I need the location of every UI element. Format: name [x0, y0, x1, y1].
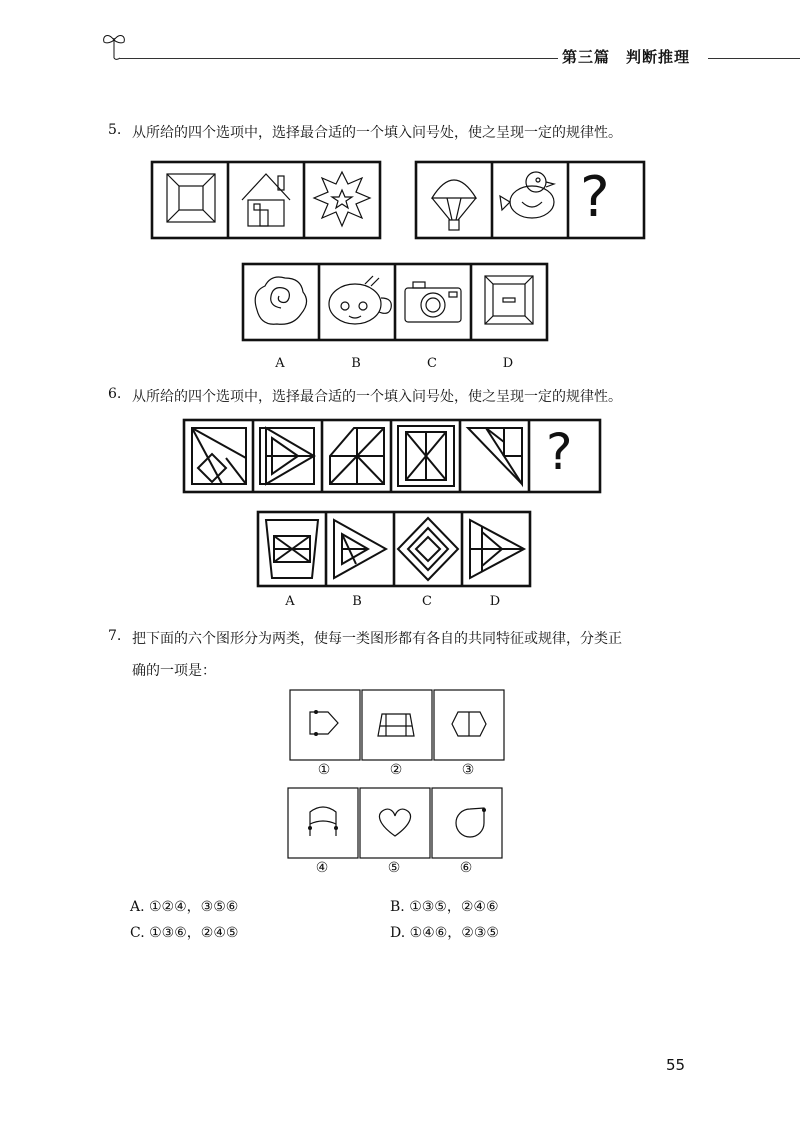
q7-figure-label-1: ①	[317, 762, 331, 778]
q5-fig-house	[242, 174, 290, 226]
q6-options-row	[256, 510, 534, 588]
q6-text: 从所给的四个选项中，选择最合适的一个填入问号处，使之呈现一定的规律性。	[132, 389, 622, 405]
q6-question-row	[182, 418, 604, 494]
leaf-icon	[100, 28, 130, 62]
q7-answer-c[interactable]: C. ①③⑥，②④⑤	[130, 925, 239, 941]
q5-option-square-dash	[485, 276, 533, 324]
header-rule-left	[120, 58, 558, 59]
q6-option-label-c: C	[422, 594, 432, 609]
q7-figures-top	[290, 690, 506, 762]
q5-option-label-c: C	[427, 356, 437, 371]
q5-option-camera	[405, 282, 461, 322]
q7-figure-4	[308, 807, 338, 836]
page-number: 55	[666, 1056, 686, 1074]
q5-number: 5.	[108, 122, 122, 138]
q6-option-label-a: A	[285, 594, 295, 609]
q7-figure-label-4: ④	[315, 860, 329, 876]
q5-fig-parachute	[432, 180, 476, 230]
q7-figure-6	[456, 808, 486, 837]
q6-option-label-b: B	[352, 594, 362, 609]
q5-options-row	[241, 262, 551, 342]
q7-text-line1: 把下面的六个图形分为两类，使每一类图形都有各自的共同特征或规律，分类正	[132, 631, 622, 647]
q5-option-label-d: D	[502, 356, 514, 371]
q5-fig-starburst	[314, 172, 370, 226]
q7-text-line2: 确的一项是：	[132, 663, 216, 679]
q5-option-cup	[329, 276, 391, 324]
q5-fig-nested-squares	[167, 174, 215, 222]
q5-question-mark: ?	[580, 165, 610, 230]
q5-text: 从所给的四个选项中，选择最合适的一个填入问号处，使之呈现一定的规律性。	[132, 125, 622, 141]
q5-option-label-a: A	[275, 356, 285, 371]
q7-figure-label-5: ⑤	[387, 860, 401, 876]
header-rule-right	[708, 58, 800, 59]
q7-figure-2	[378, 714, 414, 736]
q5-option-rose	[255, 277, 306, 324]
q6-question-mark: ?	[546, 423, 573, 481]
header-title: 第三篇 判断推理	[562, 48, 691, 66]
q7-figures-bottom	[288, 788, 504, 860]
q7-figure-label-2: ②	[389, 762, 403, 778]
q7-answer-a[interactable]: A. ①②④，③⑤⑥	[130, 899, 239, 915]
q7-number: 7.	[108, 628, 122, 644]
q7-answer-b[interactable]: B. ①③⑤，②④⑥	[390, 899, 499, 915]
q5-fig-bird	[500, 172, 554, 218]
q7-figure-5	[379, 809, 410, 836]
q6-number: 6.	[108, 386, 122, 402]
q7-figure-3	[452, 712, 486, 736]
q7-figure-label-3: ③	[461, 762, 475, 778]
q7-answer-d[interactable]: D. ①④⑥，②③⑤	[390, 925, 499, 941]
q6-option-label-d: D	[489, 594, 501, 609]
q5-question-row	[150, 160, 650, 240]
q7-figure-label-6: ⑥	[459, 860, 473, 876]
q7-figure-1	[310, 710, 338, 736]
q5-option-label-b: B	[351, 356, 361, 371]
